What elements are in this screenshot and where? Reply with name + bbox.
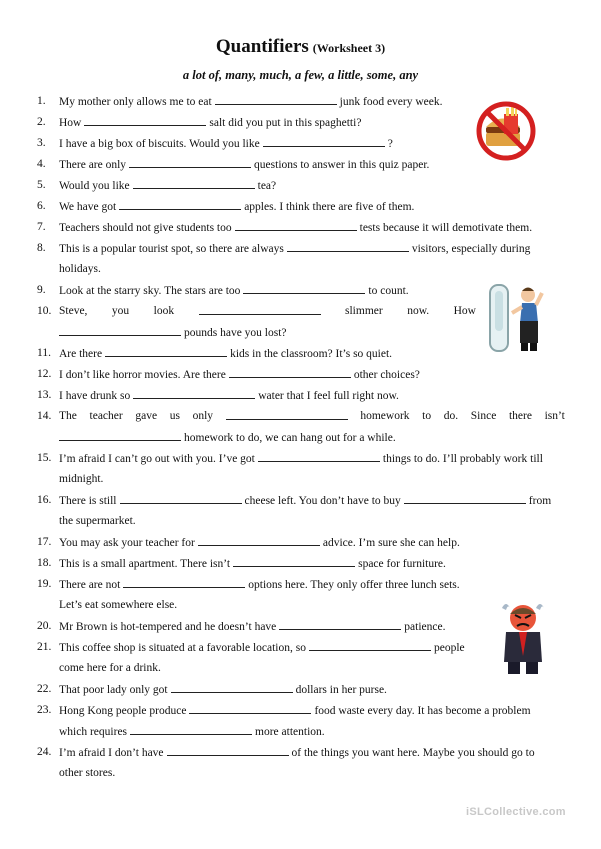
quantifier-list: a lot of, many, much, a few, a little, some, any bbox=[182, 68, 419, 82]
no-junk-food-icon bbox=[474, 100, 538, 162]
answer-blank-19[interactable] bbox=[123, 578, 245, 588]
answer-blank-2[interactable] bbox=[84, 116, 206, 126]
answer-blank-14[interactable] bbox=[226, 410, 348, 420]
answer-blank-15[interactable] bbox=[258, 452, 380, 462]
title-main: Quantifiers bbox=[215, 36, 309, 57]
answer-blank-9[interactable] bbox=[243, 284, 365, 294]
answer-blank-13[interactable] bbox=[133, 389, 255, 399]
answer-blank-20[interactable] bbox=[279, 620, 401, 630]
title-sub: (Worksheet 3) bbox=[312, 41, 386, 55]
worksheet-title bbox=[0, 36, 601, 58]
answer-blank-18[interactable] bbox=[233, 557, 355, 567]
answer-blank-21[interactable] bbox=[309, 641, 431, 651]
answer-blank-23b[interactable] bbox=[130, 725, 252, 735]
answer-blank-14-line[interactable] bbox=[59, 431, 181, 441]
answer-blank-1[interactable] bbox=[215, 95, 337, 105]
answer-blank-12[interactable] bbox=[229, 368, 351, 378]
answer-blank-22[interactable] bbox=[171, 683, 293, 693]
answer-blank-3[interactable] bbox=[263, 137, 385, 147]
answer-blank-11[interactable] bbox=[105, 347, 227, 357]
answer-blank-16b[interactable] bbox=[404, 494, 526, 504]
answer-blank-23a[interactable] bbox=[189, 704, 311, 714]
answer-blank-10-line[interactable] bbox=[59, 326, 181, 336]
answer-blank-24[interactable] bbox=[167, 746, 289, 756]
answer-blank-10[interactable] bbox=[199, 305, 321, 315]
answer-blank-4[interactable] bbox=[129, 158, 251, 168]
answer-blank-7[interactable] bbox=[235, 221, 357, 231]
answer-blank-16a[interactable] bbox=[120, 494, 242, 504]
watermark-logo: iSLCollective.com bbox=[466, 806, 566, 818]
man-mirror-icon bbox=[484, 283, 546, 355]
answer-blank-17[interactable] bbox=[198, 536, 320, 546]
answer-blank-8[interactable] bbox=[287, 242, 409, 252]
answer-blank-5[interactable] bbox=[133, 179, 255, 189]
angry-man-icon bbox=[498, 598, 548, 678]
answer-blank-6[interactable] bbox=[119, 200, 241, 210]
